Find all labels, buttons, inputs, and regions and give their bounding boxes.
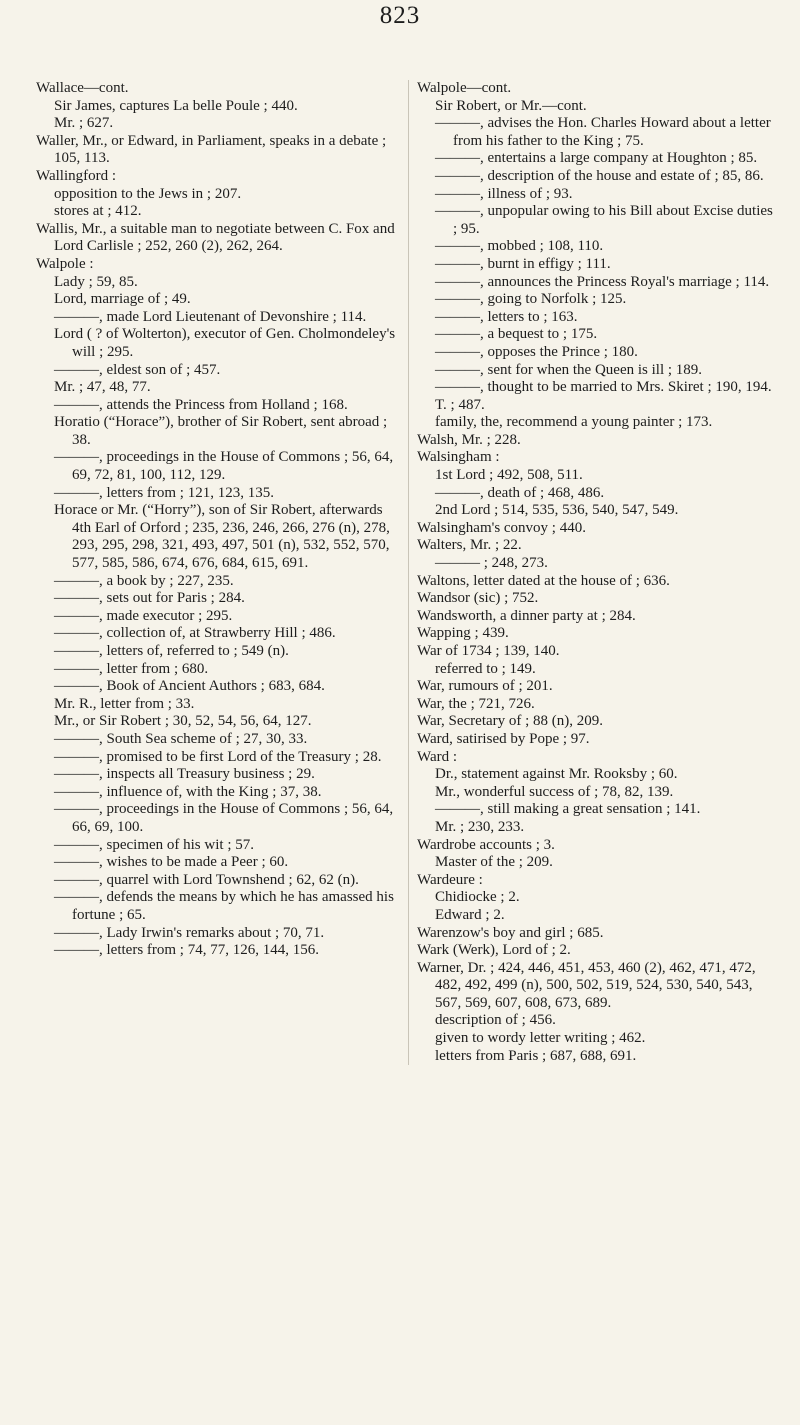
index-entry: Waller, Mr., or Edward, in Parliament, speaks in a debate ; 105, 113. xyxy=(36,132,387,167)
index-entry: ———, eldest son of ; 457. xyxy=(54,361,221,378)
index-entry: ———, proceedings in the House of Commons ; 56, 64, 69, 72, 81, 100, 112, 129. xyxy=(54,449,394,484)
index-entry: Horatio (“Horace”), brother of Sir Robert, sent abroad ; 38. xyxy=(54,414,388,448)
index-entry: ———, advises the Hon. Charles Howard about a letter from his father to the King ; 75. xyxy=(435,115,771,149)
index-entry: ———, illness of ; 93. xyxy=(435,185,573,202)
index-entry: War of 1734 ; 139, 140. xyxy=(417,643,560,659)
index-entry: 2nd Lord ; 514, 535, 536, 540, 547, 549. xyxy=(435,502,679,519)
index-entry: letters from Paris ; 687, 688, 691. xyxy=(435,1047,637,1064)
index-entry: Walsingham's convoy ; 440. xyxy=(417,519,586,536)
index-entry: Edward ; 2. xyxy=(435,906,505,923)
index-entry: Lady ; 59, 85. xyxy=(54,273,138,290)
index-entry: ———, Book of Ancient Authors ; 683, 684. xyxy=(54,678,325,695)
index-entry: ———, sent for when the Queen is ill ; 189. xyxy=(435,361,703,378)
index-entry: ———, letter from ; 680. xyxy=(54,660,209,677)
index-entry: ———, made Lord Lieutenant of Devonshire ; 114. xyxy=(54,308,367,325)
index-entry: ———, death of ; 468, 486. xyxy=(435,484,605,501)
index-entry: Mr., or Sir Robert ; 30, 52, 54, 56, 64, 127. xyxy=(54,713,312,730)
index-entry: ———, sets out for Paris ; 284. xyxy=(54,590,245,607)
index-entry: Warner, Dr. ; 424, 446, 451, 453, 460 (2), 462, 471, 472, 482, 492, 499 (n), 500, 502, 519, 524, 530, 540, 543, 567, 569, 607, 608, 673, 689. xyxy=(417,959,756,1011)
index-entry: War, rumours of ; 201. xyxy=(417,678,553,695)
index-entry: Waltons, letter dated at the house of ; 636. xyxy=(417,572,670,589)
index-entry: description of ; 456. xyxy=(435,1012,556,1029)
index-entry: Wallis, Mr., a suitable man to negotiate between C. Fox and Lord Carlisle ; 252, 260 (2), 262, 264. xyxy=(36,220,395,255)
index-entry: ———, still making a great sensation ; 141. xyxy=(435,801,701,818)
index-entry: ———, mobbed ; 108, 110. xyxy=(435,238,604,255)
index-entry: Sir James, captures La belle Poule ; 440. xyxy=(54,97,298,114)
index-entry: Wallingford : xyxy=(36,167,117,184)
index-entry: Wandsworth, a dinner party at ; 284. xyxy=(417,607,636,624)
index-entry: ———, going to Norfolk ; 125. xyxy=(435,291,627,308)
index-entry: ———, collection of, at Strawberry Hill ; 486. xyxy=(54,625,336,642)
index-entry: ———, letters from ; 74, 77, 126, 144, 156. xyxy=(54,942,319,959)
index-entry: T. ; 487. xyxy=(435,396,485,413)
index-entry: Ward : xyxy=(417,748,458,765)
index-entry: Wardrobe accounts ; 3. xyxy=(417,836,555,853)
index-entry: ———, defends the means by which he has amassed his fortune ; 65. xyxy=(54,889,394,923)
index-entry: Walsingham : xyxy=(417,449,500,466)
index-entry: Walpole : xyxy=(36,255,94,272)
index-entry: War, the ; 721, 726. xyxy=(417,695,535,712)
index-entry: ———, proceedings in the House of Commons ; 56, 64, 66, 69, 100. xyxy=(54,801,394,835)
index-entry: ———, influence of, with the King ; 37, 38. xyxy=(54,783,322,800)
index-entry: Warenzow's boy and girl ; 685. xyxy=(417,924,604,941)
index-entry: Master of the ; 209. xyxy=(435,854,553,871)
index-entry: given to wordy letter writing ; 462. xyxy=(435,1030,646,1047)
index-entry: ———, South Sea scheme of ; 27, 30, 33. xyxy=(54,730,308,747)
index-entry: referred to ; 149. xyxy=(435,660,536,677)
index-entry: Mr. ; 47, 48, 77. xyxy=(54,379,151,396)
page-number: 823 xyxy=(379,2,421,29)
index-entry: ——— ; 248, 273. xyxy=(435,555,548,572)
index-entry: Lord ( ? of Wolterton), executor of Gen. Cholmondeley's will ; 295. xyxy=(54,326,396,360)
index-entry: Lord, marriage of ; 49. xyxy=(54,291,191,308)
index-entry: ———, inspects all Treasury business ; 29. xyxy=(54,766,315,783)
index-entry: Mr., wonderful success of ; 78, 82, 139. xyxy=(435,783,674,800)
index-entry: Walpole—cont. xyxy=(417,80,512,96)
index-entry: Walsh, Mr. ; 228. xyxy=(417,431,521,448)
index-entry: ———, quarrel with Lord Townshend ; 62, 62 (n). xyxy=(54,871,359,888)
index-entry: ———, letters of, referred to ; 549 (n). xyxy=(54,643,289,659)
index-entry: Horace or Mr. (“Horry”), son of Sir Robert, afterwards 4th Earl of Orford ; 235, 236, 246, 266, 276 (n), 278, 293, 295, 298, 321, 493, 497, 501 (n), 532, 552, 570, 577, 585, 586, 674, 676, 684, 615, 691. xyxy=(54,502,390,572)
index-entry: Walters, Mr. ; 22. xyxy=(417,537,522,554)
index-entry: Wandsor (sic) ; 752. xyxy=(417,590,539,607)
index-entry: Dr., statement against Mr. Rooksby ; 60. xyxy=(435,766,678,783)
index-entry: ———, promised to be first Lord of the Treasury ; 28. xyxy=(54,748,382,765)
index-entry: Wapping ; 439. xyxy=(417,625,509,642)
index-entry: Ward, satirised by Pope ; 97. xyxy=(417,730,590,747)
index-entry: 1st Lord ; 492, 508, 511. xyxy=(435,467,583,484)
index-entry: Mr. R., letter from ; 33. xyxy=(54,695,195,712)
index-entry: ———, description of the house and estate of ; 85, 86. xyxy=(435,167,764,184)
index-entry: family, the, recommend a young painter ; 173. xyxy=(435,414,713,431)
index-entry: ———, a book by ; 227, 235. xyxy=(54,572,234,589)
index-column-right xyxy=(408,80,773,1065)
index-entry: Mr. ; 627. xyxy=(54,115,114,132)
index-entry: ———, Lady Irwin's remarks about ; 70, 71. xyxy=(54,924,325,941)
index-entry: ———, burnt in effigy ; 111. xyxy=(435,255,611,272)
index-entry: ———, letters from ; 121, 123, 135. xyxy=(54,484,274,501)
index-entry: Wallace—cont. xyxy=(36,80,129,96)
index-entry: ———, a bequest to ; 175. xyxy=(435,326,598,343)
index-entry: ———, entertains a large company at Houghton ; 85. xyxy=(435,150,758,167)
index-entry: Chidiocke ; 2. xyxy=(435,889,520,906)
index-entry: stores at ; 412. xyxy=(54,203,142,220)
index-entry: ———, specimen of his wit ; 57. xyxy=(54,836,254,853)
index-entry: ———, wishes to be made a Peer ; 60. xyxy=(54,854,289,871)
index-entry: ———, letters to ; 163. xyxy=(435,308,578,325)
index-entry: ———, attends the Princess from Holland ; 168. xyxy=(54,396,348,413)
index-entry: Wark (Werk), Lord of ; 2. xyxy=(417,942,571,959)
index-entry: Mr. ; 230, 233. xyxy=(435,818,525,835)
index-entry: ———, unpopular owing to his Bill about Excise duties ; 95. xyxy=(435,203,773,237)
index-entry: ———, opposes the Prince ; 180. xyxy=(435,343,638,360)
index-entry: War, Secretary of ; 88 (n), 209. xyxy=(417,713,604,730)
index-entry: Sir Robert, or Mr.—cont. xyxy=(435,97,587,114)
index-entry: ———, announces the Princess Royal's marriage ; 114. xyxy=(435,273,770,290)
index-column-left xyxy=(36,80,398,960)
index-entry: ———, thought to be married to Mrs. Skiret ; 190, 194. xyxy=(435,379,772,396)
index-entry: ———, made executor ; 295. xyxy=(54,607,233,624)
index-entry: Wardeure : xyxy=(417,871,483,888)
index-entry: opposition to the Jews in ; 207. xyxy=(54,185,242,202)
